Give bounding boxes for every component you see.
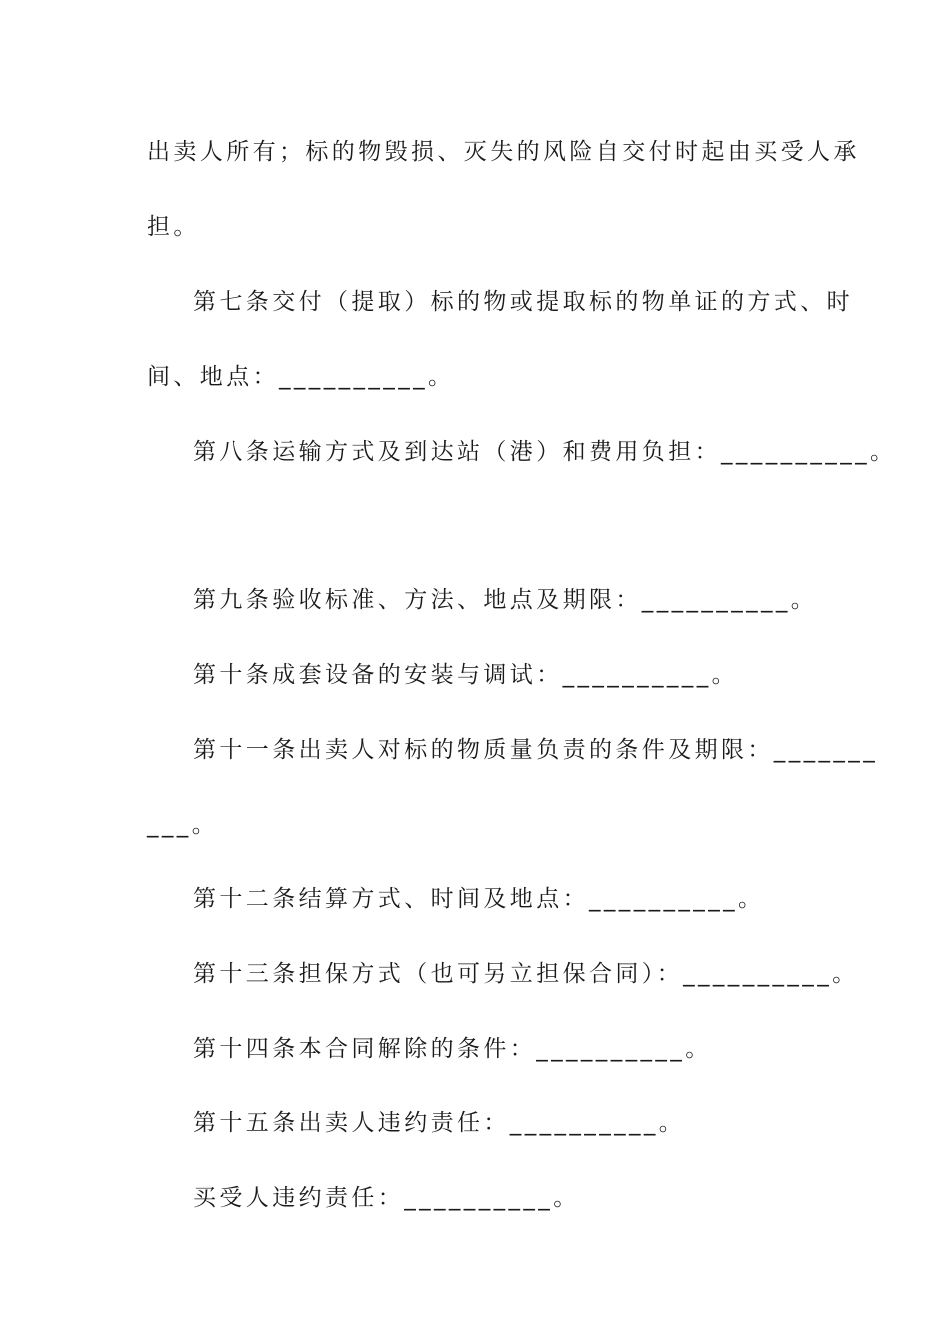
article-8: 第八条运输方式及到达站（港）和费用负担：__________。 <box>193 439 897 465</box>
text-line-2: 担。 <box>147 214 200 240</box>
article-13: 第十三条担保方式（也可另立担保合同）：__________。 <box>193 961 859 987</box>
article-11: 第十一条出卖人对标的物质量负责的条件及期限：_______ <box>193 737 879 763</box>
article-9: 第九条验收标准、方法、地点及期限：__________。 <box>193 587 818 613</box>
article-7-continued: 间、地点：__________。 <box>147 364 455 390</box>
article-11-continued: ___。 <box>147 812 219 838</box>
buyer-liability: 买受人违约责任：__________。 <box>193 1185 580 1211</box>
article-15: 第十五条出卖人违约责任：__________。 <box>193 1110 686 1136</box>
article-7: 第七条交付（提取）标的物或提取标的物单证的方式、时 <box>193 289 853 315</box>
article-10: 第十条成套设备的安装与调试：__________。 <box>193 662 738 688</box>
text-line-1: 出卖人所有；标的物毁损、灭失的风险自交付时起由买受人承 <box>147 139 860 165</box>
article-12: 第十二条结算方式、时间及地点：__________。 <box>193 886 765 912</box>
article-14: 第十四条本合同解除的条件：__________。 <box>193 1036 712 1062</box>
